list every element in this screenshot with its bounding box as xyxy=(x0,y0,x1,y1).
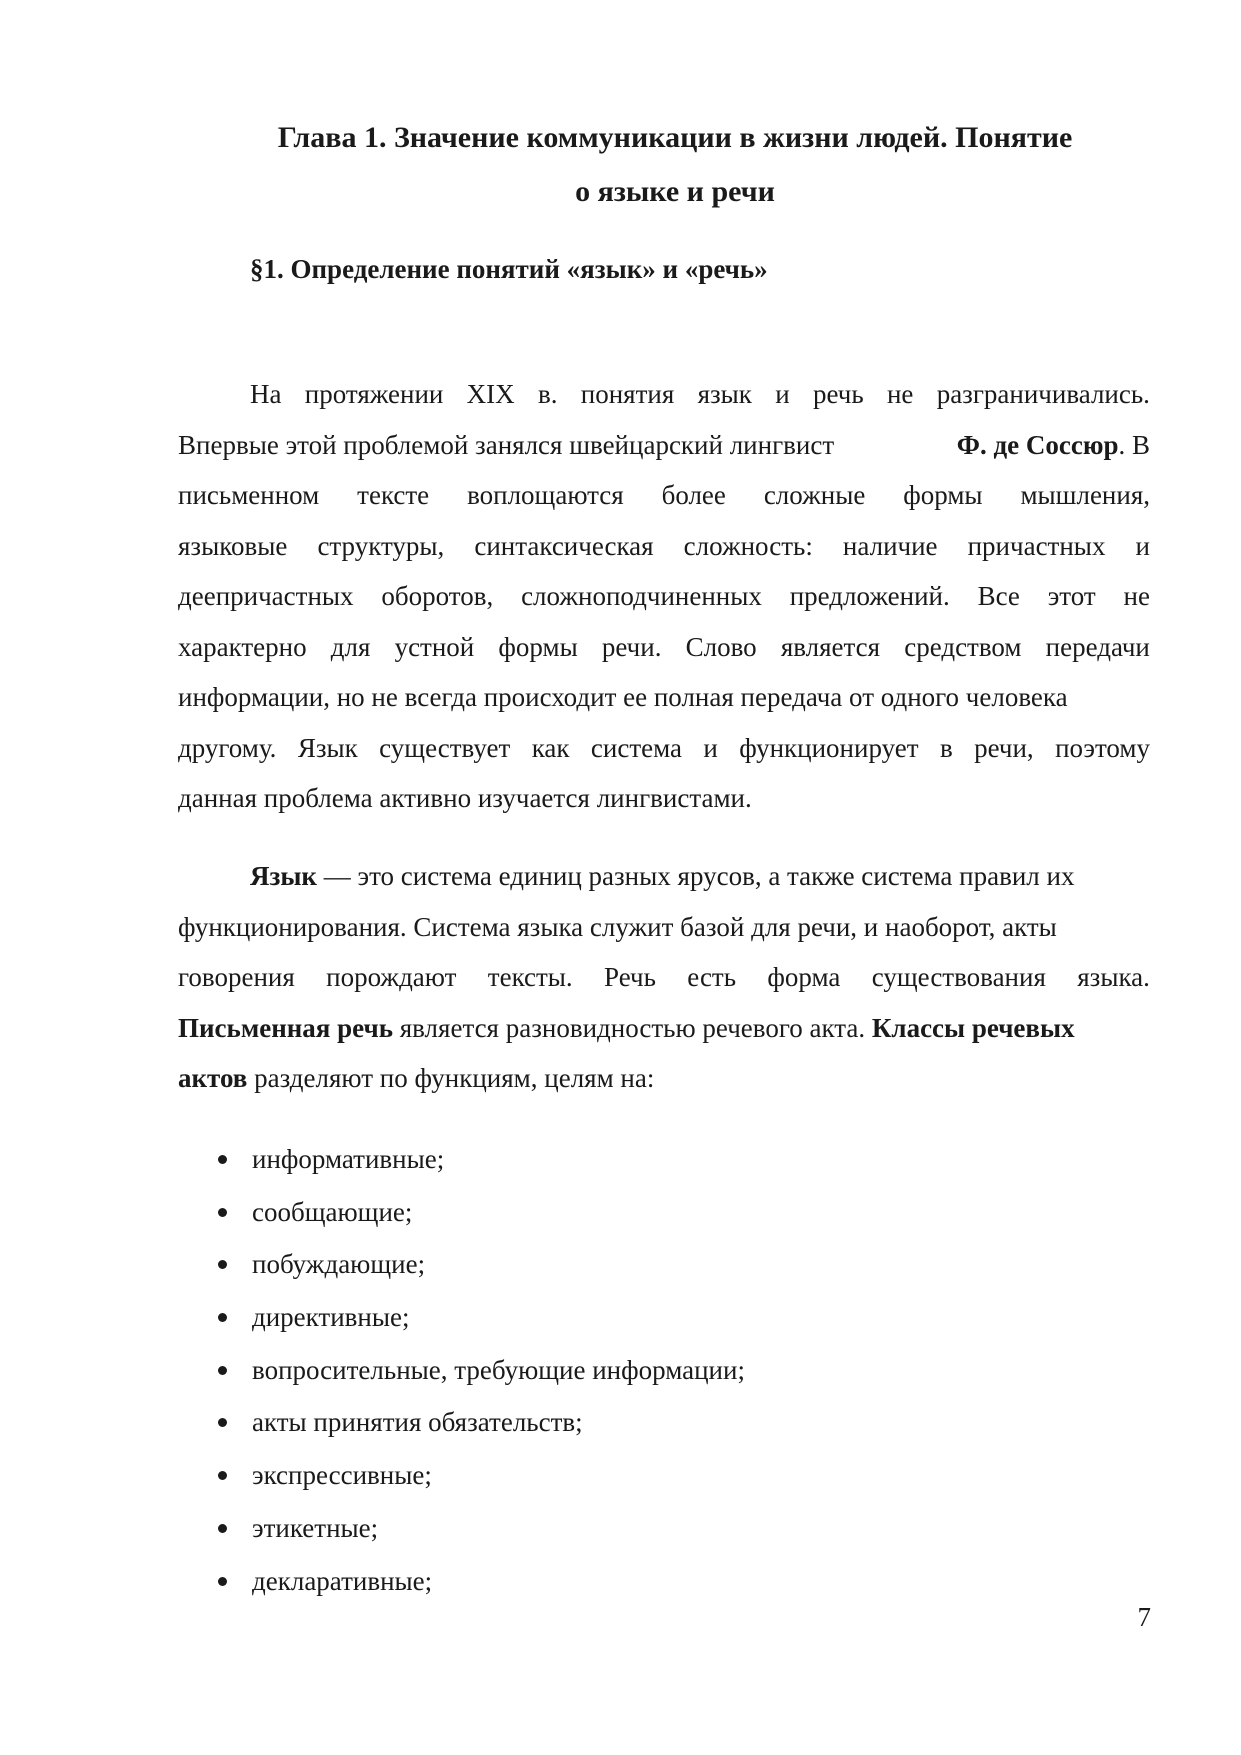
paragraph-line xyxy=(178,1003,1150,1054)
word: причастных xyxy=(967,530,1106,561)
word: характерно xyxy=(178,631,307,662)
paragraph-line xyxy=(178,470,1150,521)
chapter-title-line-2: о языке и речи xyxy=(575,175,775,208)
word: формы xyxy=(903,480,983,510)
word: не xyxy=(886,379,914,409)
list-item-text: сообщающие; xyxy=(252,1196,413,1227)
justified-words xyxy=(178,723,1150,774)
word: языка. xyxy=(1077,962,1150,992)
list-item xyxy=(178,1291,745,1344)
word: не xyxy=(1123,581,1150,611)
paragraph-line xyxy=(178,420,1150,471)
list-item-text: побуждающие; xyxy=(252,1249,426,1280)
word: как xyxy=(531,732,570,763)
word: существования xyxy=(871,962,1046,992)
list-item xyxy=(178,1502,745,1555)
paragraph-line: данная проблема активно изучается лингвистами. xyxy=(178,783,752,813)
justified-words xyxy=(178,470,1150,521)
word: наличие xyxy=(842,530,938,561)
list-item xyxy=(178,1238,745,1291)
word: сложные xyxy=(763,480,866,510)
word: сложноподчиненных xyxy=(521,581,762,611)
word: существует xyxy=(379,732,511,763)
bullet-icon xyxy=(218,1577,227,1586)
term-speech-act-classes: Классы речевых xyxy=(871,1012,1075,1043)
word: поэтому xyxy=(1055,732,1150,763)
word: На xyxy=(250,379,282,409)
bullet-icon xyxy=(218,1208,227,1217)
paragraph-line xyxy=(178,851,1150,902)
paragraph-line xyxy=(178,952,1150,1003)
word: в. xyxy=(537,379,558,409)
word: Слово xyxy=(685,631,757,662)
word: есть xyxy=(687,962,737,992)
paragraph-line: функционирования. Система языка служит базой для речи, и наоборот, акты xyxy=(178,911,1057,942)
text-segment: — это система единиц разных ярусов, а также система правил их xyxy=(317,861,1075,891)
list-item-text: декларативные; xyxy=(252,1565,433,1596)
justified-words xyxy=(178,420,1150,471)
term-written-speech: Письменная речь xyxy=(178,1012,393,1043)
list-item xyxy=(178,1186,745,1239)
bullet-icon xyxy=(218,1260,227,1269)
word: речь xyxy=(812,379,864,409)
word: структуры, xyxy=(317,530,445,561)
word: другому. xyxy=(178,732,277,763)
list-item-text: акты принятия обязательств; xyxy=(252,1407,583,1438)
list-item xyxy=(178,1449,745,1502)
word: деепричастных xyxy=(178,581,354,611)
list-item xyxy=(178,1133,745,1186)
paragraph-line xyxy=(178,369,1150,420)
word: понятия xyxy=(580,379,675,409)
term-language: Язык xyxy=(250,861,317,891)
word: функционирует xyxy=(739,732,919,763)
word: устной xyxy=(394,631,475,662)
justified-words xyxy=(178,571,1150,622)
saussure-name: Ф. де Соссюр xyxy=(956,429,1119,460)
word: и xyxy=(703,732,718,763)
word: предложений. xyxy=(789,581,950,611)
chapter-title xyxy=(175,111,1175,219)
paragraph-line xyxy=(178,1053,1150,1104)
word: Язык xyxy=(297,732,358,763)
word: Все xyxy=(977,581,1020,611)
text-segment: разделяют по функциям, целям на: xyxy=(247,1063,655,1093)
list-item xyxy=(178,1555,745,1608)
word: речи. xyxy=(601,631,662,662)
word: тексты. xyxy=(487,962,573,992)
word: языковые xyxy=(178,530,288,561)
word: порождают xyxy=(326,962,457,992)
justified-words xyxy=(178,622,1150,673)
list-item xyxy=(178,1396,745,1449)
word: средством xyxy=(904,631,1022,662)
list-item-text: вопросительные, требующие информации; xyxy=(252,1354,745,1385)
paragraph-language-definition xyxy=(178,851,1150,1104)
justified-words xyxy=(178,952,1150,1003)
word: тексте xyxy=(357,480,430,510)
word: этот xyxy=(1047,581,1096,611)
word: передачи xyxy=(1045,631,1150,662)
word: язык xyxy=(697,379,752,409)
bullet-icon xyxy=(218,1155,227,1164)
word: разграничивались. xyxy=(936,379,1150,409)
list-item-text: директивные; xyxy=(252,1302,410,1333)
text-segment: Впервые этой проблемой занялся швейцарский лингвист xyxy=(178,429,835,460)
bullet-icon xyxy=(218,1524,227,1533)
list-item-text: информативные; xyxy=(252,1144,445,1174)
word: форма xyxy=(767,962,841,992)
paragraph-line xyxy=(178,622,1150,673)
text-segment: является разновидностью речевого акта. xyxy=(393,1012,872,1043)
word: XIX xyxy=(466,379,515,409)
bullet-icon xyxy=(218,1313,227,1322)
word: синтаксическая xyxy=(474,530,654,561)
word: формы xyxy=(498,631,578,662)
word: говорения xyxy=(178,962,295,992)
word: протяжении xyxy=(304,379,444,409)
chapter-title-line-1: Глава 1. Значение коммуникации в жизни людей. Понятие xyxy=(277,121,1073,154)
page-number: 7 xyxy=(1137,1602,1151,1632)
word: Речь xyxy=(604,962,656,992)
word: для xyxy=(330,631,371,662)
text-segment: . В xyxy=(1118,429,1150,460)
word: мышления, xyxy=(1020,480,1150,510)
word: речи, xyxy=(974,732,1034,763)
paragraph-line xyxy=(178,723,1150,774)
paragraph-line xyxy=(178,521,1150,572)
section-title: §1. Определение понятий «язык» и «речь» xyxy=(250,254,768,284)
text-segment xyxy=(957,420,1150,471)
paragraph-language-speech-history xyxy=(178,369,1150,824)
word: система xyxy=(590,732,682,763)
word: и xyxy=(775,379,790,409)
word: и xyxy=(1135,530,1150,561)
speech-act-types-list xyxy=(178,1133,745,1607)
justified-words xyxy=(178,521,1150,572)
paragraph-line: информации, но не всегда происходит ее полная передача от одного человека xyxy=(178,682,1068,712)
paragraph-line xyxy=(178,571,1150,622)
word: сложность: xyxy=(683,530,813,561)
word: оборотов, xyxy=(381,581,494,611)
list-item xyxy=(178,1344,745,1397)
bullet-icon xyxy=(218,1418,227,1427)
bullet-icon xyxy=(218,1366,227,1375)
justified-words xyxy=(250,369,1150,420)
term-acts: актов xyxy=(178,1063,248,1093)
list-item-text: экспрессивные; xyxy=(252,1460,432,1491)
word: в xyxy=(939,732,953,763)
list-item-text: этикетные; xyxy=(252,1512,379,1543)
word: воплощаются xyxy=(467,480,624,510)
word: является xyxy=(780,631,881,662)
word: письменном xyxy=(178,480,320,510)
word: более xyxy=(661,480,726,510)
bullet-icon xyxy=(218,1471,227,1480)
